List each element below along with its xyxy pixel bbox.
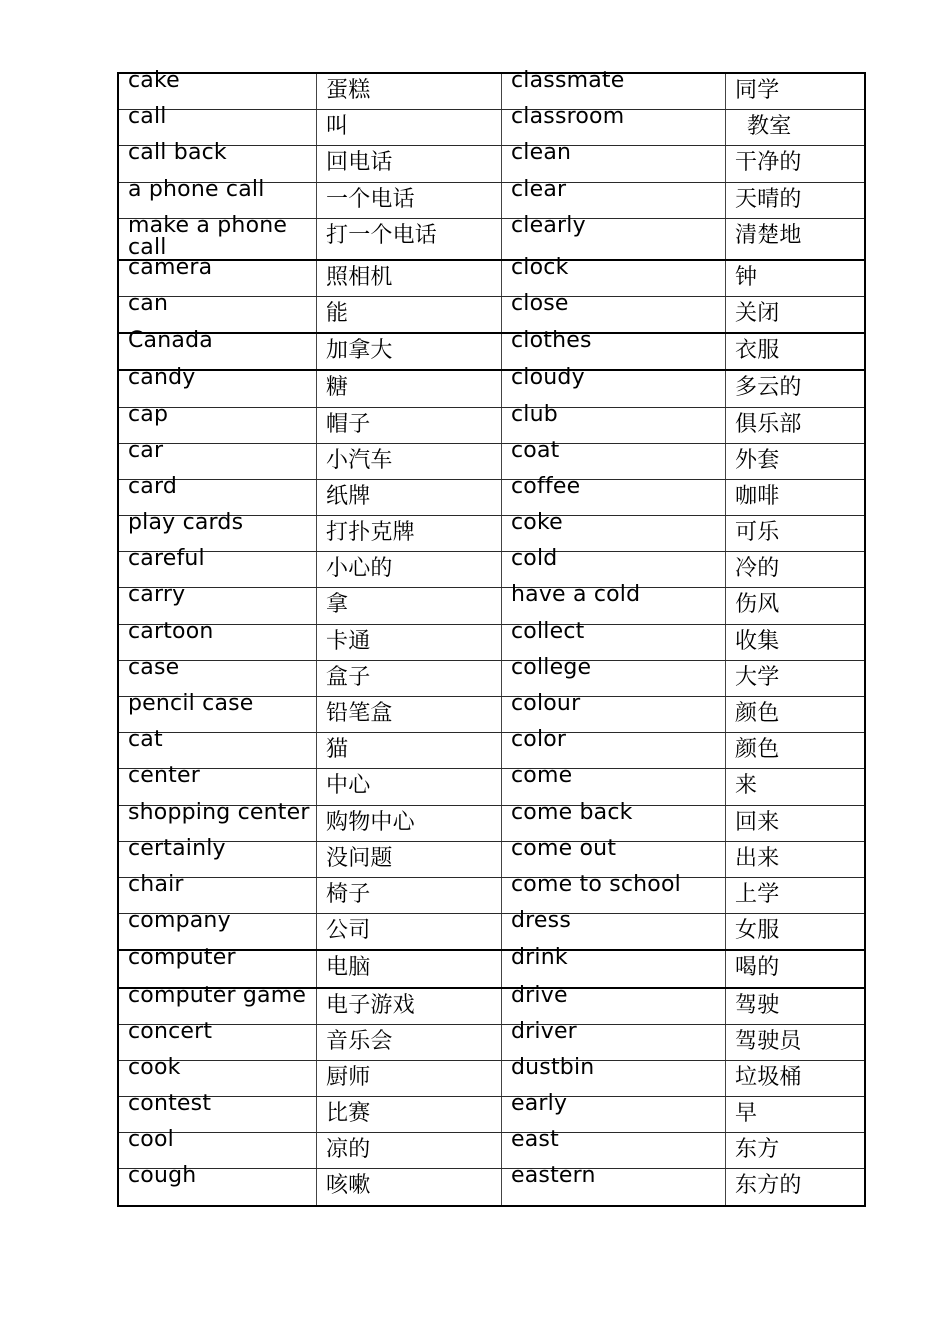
- chinese-meaning-right-cell: [726, 1133, 866, 1169]
- chinese-meaning-left: 拿: [326, 592, 349, 618]
- chinese-meaning-right: 喝的: [735, 955, 780, 981]
- chinese-meaning-right-cell: [726, 1169, 866, 1206]
- vocab-row: [118, 588, 865, 624]
- chinese-meaning-right: 驾驶员: [735, 1028, 802, 1054]
- vocab-row: [118, 841, 865, 877]
- chinese-meaning-right: 女服: [735, 918, 780, 944]
- chinese-meaning-right: 俱乐部: [735, 411, 802, 437]
- chinese-meaning-right: 钟: [735, 264, 758, 290]
- english-word-right: color: [511, 727, 567, 753]
- english-word-right: dress: [511, 908, 571, 934]
- english-word-left: shopping center: [128, 799, 310, 825]
- chinese-meaning-left-cell: [317, 146, 502, 182]
- chinese-meaning-left: 回电话: [326, 150, 393, 176]
- chinese-meaning-left: 比赛: [326, 1101, 371, 1127]
- vocab-row: [118, 1097, 865, 1133]
- english-word-right: clock: [511, 254, 569, 280]
- english-word-right: coat: [511, 437, 560, 463]
- chinese-meaning-right: 收集: [735, 628, 780, 654]
- english-word-left: certainly: [128, 835, 226, 861]
- english-word-right: close: [511, 290, 569, 316]
- english-word-left: cook: [128, 1054, 181, 1080]
- english-word-right: collect: [511, 618, 585, 644]
- chinese-meaning-left-cell: [317, 877, 502, 913]
- chinese-meaning-left-cell: [317, 1169, 502, 1206]
- english-word-right: classroom: [511, 104, 625, 130]
- english-word-left: cap: [128, 401, 169, 427]
- english-word-left: call: [128, 104, 167, 130]
- chinese-meaning-left-cell: [317, 588, 502, 624]
- chinese-meaning-right-cell: [726, 660, 866, 696]
- vocab-row: [118, 218, 865, 260]
- chinese-meaning-right: 东方: [735, 1137, 780, 1163]
- english-word-right: east: [511, 1127, 559, 1153]
- chinese-meaning-right-cell: [726, 805, 866, 841]
- chinese-meaning-right-cell: [726, 73, 866, 110]
- english-word-right: coke: [511, 510, 563, 536]
- english-word-left: pencil case: [128, 691, 254, 716]
- chinese-meaning-left: 猫: [326, 737, 349, 763]
- english-word-left: case: [128, 654, 180, 680]
- chinese-meaning-right: 东方的: [735, 1173, 802, 1199]
- chinese-meaning-right: 同学: [735, 78, 780, 103]
- english-word-right: clean: [511, 140, 572, 166]
- chinese-meaning-left: 蛋糕: [326, 78, 371, 103]
- english-word-right: come back: [511, 799, 633, 825]
- chinese-meaning-left: 公司: [326, 918, 371, 944]
- chinese-meaning-right: 教室: [747, 114, 792, 140]
- english-word-right: early: [511, 1091, 568, 1117]
- english-word-right: come out: [511, 835, 617, 861]
- chinese-meaning-left-cell: [317, 370, 502, 407]
- chinese-meaning-right-cell: [726, 110, 866, 146]
- chinese-meaning-left: 咳嗽: [326, 1173, 371, 1199]
- english-word-right: have a cold: [511, 582, 641, 608]
- english-word-right: drink: [511, 945, 568, 971]
- english-word-right: club: [511, 401, 558, 427]
- vocab-row: [118, 443, 865, 479]
- english-word-left: computer: [128, 945, 236, 971]
- chinese-meaning-left-cell: [317, 218, 502, 260]
- chinese-meaning-left-cell: [317, 624, 502, 660]
- vocab-row: [118, 1060, 865, 1096]
- vocab-row: [118, 333, 865, 370]
- chinese-meaning-left-cell: [317, 1060, 502, 1096]
- chinese-meaning-left-cell: [317, 516, 502, 552]
- chinese-meaning-left-cell: [317, 660, 502, 696]
- chinese-meaning-right-cell: [726, 516, 866, 552]
- chinese-meaning-left-cell: [317, 733, 502, 769]
- chinese-meaning-left-cell: [317, 1024, 502, 1060]
- chinese-meaning-right: 冷的: [735, 556, 780, 582]
- chinese-meaning-left-cell: [317, 110, 502, 146]
- english-word-left-cell: [118, 945, 317, 987]
- chinese-meaning-left: 小心的: [326, 556, 393, 582]
- english-word-right-cell: [502, 945, 726, 987]
- english-word-right: dustbin: [511, 1054, 595, 1080]
- chinese-meaning-left: 卡通: [326, 628, 371, 654]
- chinese-meaning-left-cell: [317, 988, 502, 1025]
- english-word-right-cell: [502, 1163, 726, 1206]
- chinese-meaning-left-cell: [317, 296, 502, 333]
- chinese-meaning-right: 大学: [735, 664, 780, 690]
- english-word-right: cold: [511, 546, 558, 572]
- vocab-row: [118, 552, 865, 588]
- chinese-meaning-right-cell: [726, 479, 866, 515]
- chinese-meaning-left: 帽子: [326, 411, 371, 437]
- chinese-meaning-left: 凉的: [326, 1137, 371, 1163]
- english-word-left-cell: [118, 1163, 317, 1206]
- chinese-meaning-right: 出来: [735, 845, 780, 871]
- chinese-meaning-right-cell: [726, 443, 866, 479]
- english-word-left: Canada: [128, 328, 213, 354]
- chinese-meaning-right-cell: [726, 296, 866, 333]
- english-word-left: company: [128, 908, 231, 934]
- chinese-meaning-right-cell: [726, 950, 866, 987]
- vocab-row: [118, 733, 865, 769]
- vocab-row: [118, 697, 865, 733]
- vocab-row: [118, 805, 865, 841]
- vocab-row: [118, 950, 865, 987]
- chinese-meaning-right-cell: [726, 333, 866, 370]
- chinese-meaning-left: 电脑: [326, 955, 371, 981]
- english-word-left: concert: [128, 1018, 213, 1044]
- chinese-meaning-right: 颜色: [735, 701, 780, 726]
- chinese-meaning-left-cell: [317, 73, 502, 110]
- english-word-left: cool: [128, 1127, 174, 1153]
- chinese-meaning-left: 能: [326, 300, 349, 326]
- chinese-meaning-right-cell: [726, 1060, 866, 1096]
- english-word-right-cell: [502, 212, 726, 260]
- english-word-left: card: [128, 473, 178, 499]
- english-word-right: drive: [511, 982, 568, 1008]
- chinese-meaning-right: 回来: [735, 809, 780, 835]
- chinese-meaning-right-cell: [726, 697, 866, 733]
- chinese-meaning-right-cell: [726, 588, 866, 624]
- chinese-meaning-left-cell: [317, 697, 502, 733]
- english-word-right: colour: [511, 691, 581, 716]
- chinese-meaning-left: 打一个电话: [326, 222, 438, 248]
- chinese-meaning-right-cell: [726, 552, 866, 588]
- chinese-meaning-right: 上学: [735, 881, 780, 907]
- chinese-meaning-left: 小汽车: [326, 447, 393, 473]
- vocab-row: [118, 110, 865, 146]
- vocabulary-table-body: [118, 68, 865, 1206]
- chinese-meaning-right-cell: [726, 733, 866, 769]
- chinese-meaning-left: 椅子: [326, 881, 371, 907]
- english-word-right: come to school: [511, 871, 681, 897]
- english-word-left: camera: [128, 254, 213, 280]
- chinese-meaning-left-cell: [317, 841, 502, 877]
- chinese-meaning-left-cell: [317, 950, 502, 987]
- chinese-meaning-right-cell: [726, 769, 866, 805]
- english-word-left: chair: [128, 871, 184, 897]
- chinese-meaning-left-cell: [317, 479, 502, 515]
- chinese-meaning-right-cell: [726, 407, 866, 443]
- english-word-left: cough: [128, 1163, 197, 1189]
- chinese-meaning-right-cell: [726, 877, 866, 913]
- english-word-left: can: [128, 290, 169, 316]
- vocab-row: [118, 1169, 865, 1206]
- english-word-right: come: [511, 763, 573, 789]
- chinese-meaning-right: 颜色: [735, 737, 780, 763]
- chinese-meaning-right-cell: [726, 182, 866, 218]
- chinese-meaning-left: 糖: [326, 375, 349, 401]
- chinese-meaning-left-cell: [317, 1097, 502, 1133]
- chinese-meaning-right-cell: [726, 914, 866, 951]
- english-word-right: college: [511, 654, 592, 680]
- chinese-meaning-left: 叫: [326, 114, 349, 140]
- vocab-row: [118, 1133, 865, 1169]
- chinese-meaning-left: 厨师: [326, 1064, 371, 1090]
- chinese-meaning-right: 可乐: [735, 520, 780, 546]
- chinese-meaning-left-cell: [317, 182, 502, 218]
- english-word-left: make a phone call: [128, 212, 288, 260]
- chinese-meaning-right: 咖啡: [735, 483, 780, 509]
- english-word-left: play cards: [128, 510, 244, 536]
- chinese-meaning-right-cell: [726, 1097, 866, 1133]
- chinese-meaning-left: 一个电话: [326, 186, 415, 212]
- chinese-meaning-left-cell: [317, 914, 502, 951]
- chinese-meaning-left: 盒子: [326, 664, 371, 690]
- chinese-meaning-right-cell: [726, 370, 866, 407]
- english-word-right: driver: [511, 1018, 577, 1044]
- chinese-meaning-left: 打扑克牌: [326, 520, 415, 546]
- chinese-meaning-left: 加拿大: [326, 338, 393, 364]
- vocab-row: [118, 1024, 865, 1060]
- chinese-meaning-left: 纸牌: [326, 483, 371, 509]
- english-word-right: clear: [511, 176, 567, 202]
- vocab-row: [118, 624, 865, 660]
- chinese-meaning-right-cell: [726, 146, 866, 182]
- english-word-right: classmate: [511, 68, 625, 93]
- chinese-meaning-right: 衣服: [735, 338, 780, 364]
- english-word-left: candy: [128, 365, 196, 391]
- english-word-right: eastern: [511, 1163, 596, 1189]
- english-word-left: call back: [128, 140, 227, 166]
- english-word-left: computer game: [128, 982, 307, 1008]
- chinese-meaning-left-cell: [317, 769, 502, 805]
- chinese-meaning-left: 音乐会: [326, 1028, 393, 1054]
- english-word-left: cartoon: [128, 618, 214, 644]
- chinese-meaning-left: 照相机: [326, 264, 393, 290]
- chinese-meaning-right-cell: [726, 624, 866, 660]
- english-word-right: clothes: [511, 328, 592, 354]
- chinese-meaning-left-cell: [317, 333, 502, 370]
- english-word-left: center: [128, 763, 200, 789]
- chinese-meaning-right-cell: [726, 988, 866, 1025]
- chinese-meaning-right: 干净的: [735, 150, 802, 176]
- chinese-meaning-left-cell: [317, 552, 502, 588]
- vocab-row: [118, 296, 865, 333]
- chinese-meaning-left-cell: [317, 443, 502, 479]
- vocab-row: [118, 370, 865, 407]
- chinese-meaning-right-cell: [726, 841, 866, 877]
- chinese-meaning-right: 驾驶: [735, 992, 780, 1018]
- chinese-meaning-right: 伤风: [735, 592, 780, 618]
- chinese-meaning-left: 电子游戏: [326, 992, 415, 1018]
- chinese-meaning-right: 早: [735, 1101, 758, 1127]
- english-word-left: cake: [128, 68, 180, 93]
- chinese-meaning-right-cell: [726, 260, 866, 297]
- chinese-meaning-left-cell: [317, 260, 502, 297]
- english-word-right: coffee: [511, 473, 581, 499]
- chinese-meaning-left: 购物中心: [326, 809, 415, 835]
- english-word-left: a phone call: [128, 176, 265, 202]
- chinese-meaning-right: 多云的: [735, 375, 802, 401]
- vocab-row: [118, 407, 865, 443]
- vocab-row: [118, 516, 865, 552]
- chinese-meaning-right: 关闭: [735, 300, 780, 326]
- chinese-meaning-right: 天晴的: [735, 186, 802, 212]
- english-word-left: contest: [128, 1091, 212, 1117]
- english-word-right: clearly: [511, 212, 586, 238]
- vocab-row: [118, 73, 865, 110]
- chinese-meaning-left-cell: [317, 805, 502, 841]
- chinese-meaning-right: 来: [735, 773, 758, 799]
- chinese-meaning-left: 没问题: [326, 845, 393, 871]
- chinese-meaning-left-cell: [317, 1133, 502, 1169]
- vocab-row: [118, 260, 865, 297]
- chinese-meaning-left-cell: [317, 407, 502, 443]
- chinese-meaning-right: 垃圾桶: [735, 1064, 802, 1090]
- vocab-row: [118, 988, 865, 1025]
- chinese-meaning-right: 外套: [735, 447, 780, 473]
- english-word-left: car: [128, 437, 164, 463]
- english-word-left: cat: [128, 727, 163, 753]
- english-word-left: careful: [128, 546, 205, 572]
- chinese-meaning-left: 铅笔盒: [326, 701, 393, 726]
- chinese-meaning-left: 中心: [326, 773, 371, 799]
- chinese-meaning-right-cell: [726, 218, 866, 260]
- english-word-right: cloudy: [511, 365, 585, 391]
- english-word-left-cell: [118, 212, 317, 260]
- chinese-meaning-right-cell: [726, 1024, 866, 1060]
- english-word-left: carry: [128, 582, 186, 608]
- chinese-meaning-right: 清楚地: [735, 222, 802, 248]
- vocabulary-table: [117, 68, 866, 1207]
